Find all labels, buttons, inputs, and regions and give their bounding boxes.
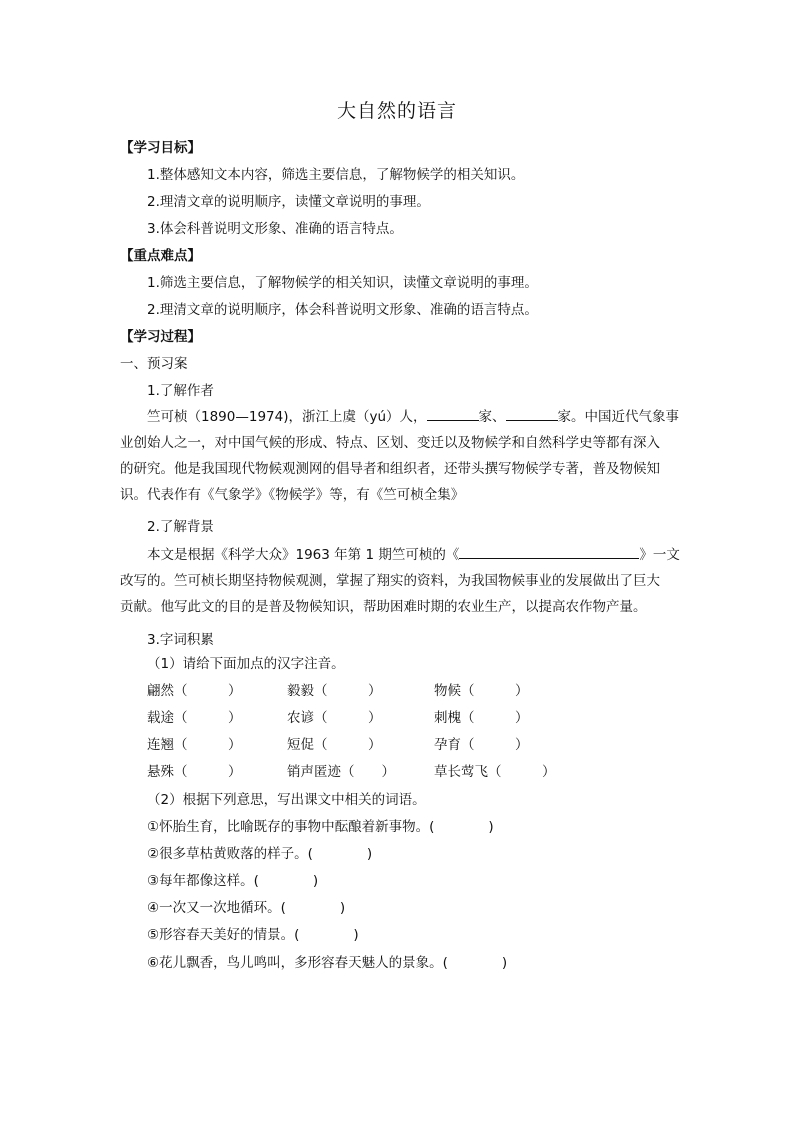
author-text: 的研究。他是我国现代物候观测网的倡导者和组织者，还带头撰写物候学专著，普及物候知 — [120, 461, 660, 477]
objective-item: 1.整体感知文本内容，筛选主要信息，了解物候学的相关知识。 — [147, 167, 525, 183]
pinyin-item[interactable]: 孕育（ ） — [434, 737, 529, 753]
background-text: 贡献。他写此文的目的是普及物候知识，帮助困难时期的农业生产，以提高农作物产量。 — [120, 599, 647, 615]
author-text: 家、 — [478, 409, 506, 425]
meaning-item[interactable]: ③每年都像这样。( ) — [147, 873, 319, 889]
meaning-item[interactable]: ②很多草枯黄败落的样子。( ) — [147, 846, 373, 862]
author-text: 家。中国近代气象事 — [557, 409, 680, 425]
keypoint-item: 1.筛选主要信息，了解物候学的相关知识，读懂文章说明的事理。 — [147, 275, 538, 291]
author-paragraph — [120, 404, 680, 508]
words-heading: 3.字词积累 — [147, 632, 214, 648]
meaning-item[interactable]: ④一次又一次地循环。( ) — [147, 900, 346, 916]
answer-blank[interactable] — [459, 544, 639, 559]
pinyin-item[interactable]: 物候（ ） — [434, 683, 529, 699]
pinyin-item[interactable]: 悬殊（ ） — [147, 764, 242, 780]
author-text: 竺可桢（1890—1974)，浙江上虞（yú）人， — [147, 409, 427, 425]
objective-item: 3.体会科普说明文形象、准确的语言特点。 — [147, 221, 403, 237]
meaning-item[interactable]: ⑤形容春天美好的情景。( ) — [147, 927, 359, 943]
meaning-item[interactable]: ①怀胎生育，比喻既存的事物中酝酿着新事物。( ) — [147, 819, 494, 835]
author-text: 识。代表作有《气象学》《物候学》等，有《竺可桢全集》 — [120, 487, 465, 503]
keypoints-heading: 【重点难点】 — [120, 248, 201, 264]
objective-item: 2.理清文章的说明顺序，读懂文章说明的事理。 — [147, 194, 430, 210]
background-text: 本文是根据《科学大众》1963 年第 1 期竺可桢的《 — [147, 547, 460, 563]
background-text: 改写的。竺可桢长期坚持物候观测，掌握了翔实的资料，为我国物候事业的发展做出了巨大 — [120, 573, 660, 589]
meaning-item[interactable]: ⑥花儿飘香，鸟儿鸣叫，多形容春天魅人的景象。( ) — [147, 955, 508, 971]
question-2: （2）根据下列意思，写出课文中相关的词语。 — [147, 792, 426, 808]
pinyin-item[interactable]: 销声匿迹（ ） — [287, 764, 395, 780]
background-paragraph — [120, 542, 680, 620]
answer-blank[interactable] — [506, 406, 558, 421]
answer-blank[interactable] — [427, 406, 479, 421]
background-heading: 2.了解背景 — [147, 519, 214, 535]
pinyin-item[interactable]: 农谚（ ） — [287, 710, 382, 726]
pinyin-item[interactable]: 连翘（ ） — [147, 737, 242, 753]
keypoint-item: 2.理清文章的说明顺序，体会科普说明文形象、准确的语言特点。 — [147, 302, 538, 318]
pinyin-item[interactable]: 翩然（ ） — [147, 683, 242, 699]
pinyin-item[interactable]: 草长莺飞（ ） — [434, 764, 556, 780]
pinyin-item[interactable]: 刺槐（ ） — [434, 710, 529, 726]
objectives-heading: 【学习目标】 — [120, 140, 201, 156]
author-heading: 1.了解作者 — [147, 383, 214, 399]
author-text: 业创始人之一，对中国气候的形成、特点、区划、变迁以及物候学和自然科学史等都有深入 — [120, 435, 660, 451]
section-heading: 一、预习案 — [120, 356, 188, 372]
pinyin-item[interactable]: 毅毅（ ） — [287, 683, 382, 699]
question-1: （1）请给下面加点的汉字注音。 — [147, 656, 345, 672]
process-heading: 【学习过程】 — [120, 329, 201, 345]
background-text: 》一文 — [639, 547, 680, 563]
pinyin-item[interactable]: 载途（ ） — [147, 710, 242, 726]
pinyin-item[interactable]: 短促（ ） — [287, 737, 382, 753]
page-title: 大自然的语言 — [336, 100, 457, 122]
